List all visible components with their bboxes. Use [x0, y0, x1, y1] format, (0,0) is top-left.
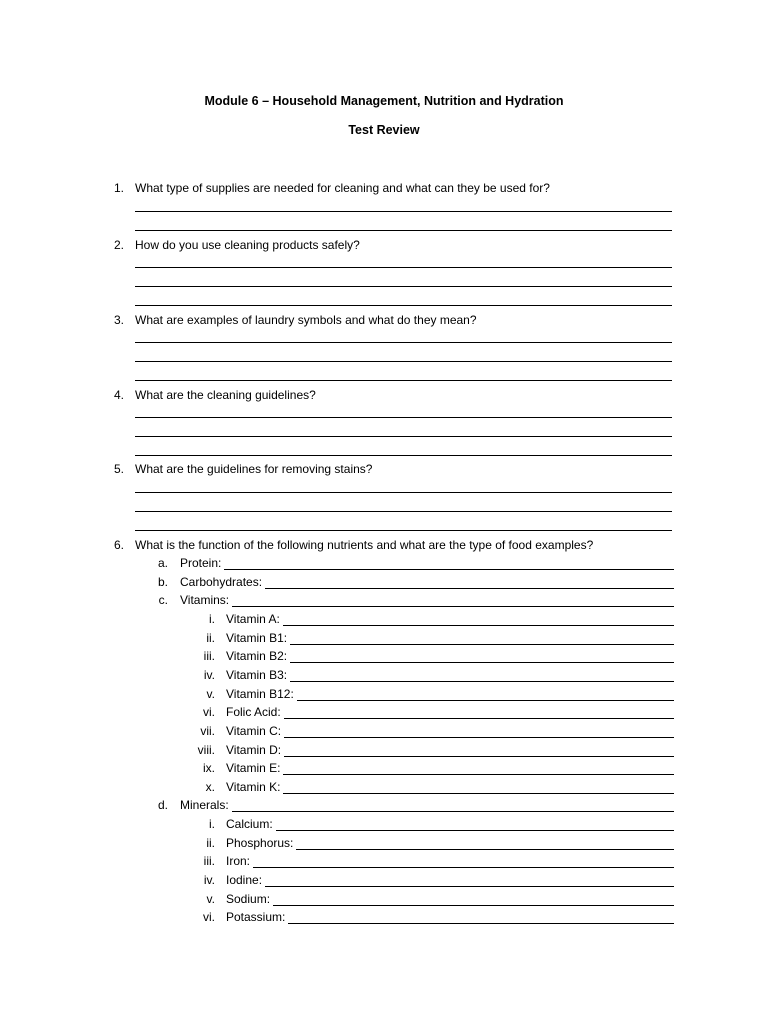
- item-marker: iii.: [203, 854, 215, 869]
- answer-line[interactable]: [284, 756, 674, 757]
- item-label: Vitamin B2:: [226, 649, 288, 664]
- nutrient-item: [0, 593, 768, 609]
- sub-nutrient-item: [0, 724, 768, 740]
- item-marker: a.: [157, 556, 168, 570]
- answer-line[interactable]: [135, 230, 672, 231]
- sub-nutrient-item: [0, 612, 768, 628]
- item-label: Potassium:: [226, 910, 286, 925]
- answer-line[interactable]: [135, 455, 672, 456]
- item-label: Vitamin C:: [226, 723, 282, 738]
- item-marker: iv.: [203, 667, 215, 682]
- sub-nutrient-item: [0, 817, 768, 833]
- answer-line[interactable]: [290, 644, 674, 645]
- answer-line[interactable]: [290, 662, 674, 663]
- item-marker: viii.: [197, 742, 215, 757]
- sub-nutrient-item: [0, 649, 768, 665]
- question-number: 2.: [113, 238, 124, 252]
- answer-line[interactable]: [253, 867, 674, 868]
- question-number: 3.: [113, 313, 124, 327]
- item-marker: i.: [209, 611, 215, 626]
- question-text: What are examples of laundry symbols and what do they mean?: [135, 313, 477, 327]
- answer-line[interactable]: [135, 342, 672, 343]
- answer-line[interactable]: [296, 849, 674, 850]
- item-label: Protein:: [180, 556, 222, 570]
- sub-nutrient-item: [0, 780, 768, 796]
- sub-nutrient-item: [0, 687, 768, 703]
- answer-line[interactable]: [135, 417, 672, 418]
- question-number: 6.: [113, 538, 124, 552]
- answer-line[interactable]: [273, 905, 674, 906]
- sub-nutrient-item: [0, 743, 768, 759]
- answer-line[interactable]: [283, 625, 674, 626]
- question-number: 4.: [113, 388, 124, 402]
- item-label: Vitamins:: [180, 593, 230, 608]
- answer-line[interactable]: [265, 588, 674, 589]
- nutrient-item: [0, 556, 768, 572]
- sub-nutrient-item: [0, 854, 768, 870]
- sub-nutrient-item: [0, 892, 768, 908]
- document-title: Module 6 – Household Management, Nutrition and Hydration: [204, 94, 564, 108]
- item-marker: ix.: [203, 761, 215, 776]
- sub-nutrient-item: [0, 836, 768, 852]
- sub-nutrient-item: [0, 668, 768, 684]
- item-marker: ii.: [206, 630, 215, 645]
- answer-line[interactable]: [135, 530, 672, 531]
- item-marker: d.: [157, 798, 168, 813]
- sub-nutrient-item: [0, 873, 768, 889]
- item-marker: v.: [206, 891, 215, 906]
- answer-line[interactable]: [135, 361, 672, 362]
- answer-line[interactable]: [265, 886, 674, 887]
- answer-line[interactable]: [135, 305, 672, 306]
- item-label: Iron:: [226, 854, 251, 869]
- item-marker: b.: [157, 574, 168, 589]
- item-marker: vi.: [203, 705, 215, 720]
- answer-line[interactable]: [283, 774, 674, 775]
- sub-nutrient-item: [0, 705, 768, 721]
- answer-line[interactable]: [135, 267, 672, 268]
- sub-nutrient-item: [0, 631, 768, 647]
- item-label: Minerals:: [180, 798, 229, 813]
- nutrient-item: [0, 798, 768, 814]
- item-marker: iii.: [203, 649, 215, 664]
- question-text: What type of supplies are needed for cleaning and what can they be used for?: [135, 181, 550, 195]
- answer-line[interactable]: [283, 793, 674, 794]
- item-label: Sodium:: [226, 891, 271, 906]
- item-label: Calcium:: [226, 817, 273, 832]
- item-marker: v.: [206, 686, 215, 701]
- item-label: Carbohydrates:: [180, 574, 263, 589]
- question-text: What are the guidelines for removing stains?: [135, 462, 373, 476]
- item-label: Vitamin B1:: [226, 630, 288, 645]
- answer-line[interactable]: [135, 511, 672, 512]
- item-marker: vii.: [200, 723, 215, 738]
- answer-line[interactable]: [276, 830, 674, 831]
- question-text: What is the function of the following nutrients and what are the type of food examples?: [135, 538, 594, 552]
- item-label: Phosphorus:: [226, 835, 294, 850]
- answer-line[interactable]: [135, 436, 672, 437]
- answer-line[interactable]: [135, 380, 672, 381]
- item-marker: i.: [209, 817, 215, 832]
- sub-nutrient-item: [0, 761, 768, 777]
- item-marker: x.: [205, 779, 215, 794]
- answer-line[interactable]: [232, 811, 674, 812]
- item-label: Vitamin D:: [226, 742, 282, 757]
- item-marker: iv.: [203, 873, 215, 888]
- answer-line[interactable]: [135, 211, 672, 212]
- item-label: Vitamin A:: [226, 611, 280, 626]
- item-marker: vi.: [203, 910, 215, 925]
- item-label: Folic Acid:: [226, 705, 281, 720]
- item-label: Vitamin B12:: [226, 686, 294, 701]
- answer-line[interactable]: [290, 681, 674, 682]
- question-text: How do you use cleaning products safely?: [135, 238, 360, 252]
- answer-line[interactable]: [288, 923, 674, 924]
- answer-line[interactable]: [224, 569, 674, 570]
- answer-line[interactable]: [232, 606, 674, 607]
- answer-line[interactable]: [284, 737, 674, 738]
- question-number: 1.: [113, 181, 124, 195]
- item-marker: ii.: [206, 835, 215, 850]
- question-text: What are the cleaning guidelines?: [135, 388, 316, 402]
- document-subtitle: Test Review: [348, 123, 420, 137]
- answer-line[interactable]: [135, 492, 672, 493]
- answer-line[interactable]: [297, 700, 674, 701]
- item-marker: c.: [158, 593, 168, 608]
- question-number: 5.: [113, 462, 124, 476]
- item-label: Vitamin K:: [226, 779, 281, 794]
- sub-nutrient-item: [0, 910, 768, 926]
- answer-line[interactable]: [135, 286, 672, 287]
- item-label: Iodine:: [226, 873, 263, 888]
- answer-line[interactable]: [284, 718, 674, 719]
- nutrient-item: [0, 575, 768, 591]
- item-label: Vitamin B3:: [226, 667, 288, 682]
- item-label: Vitamin E:: [226, 761, 281, 776]
